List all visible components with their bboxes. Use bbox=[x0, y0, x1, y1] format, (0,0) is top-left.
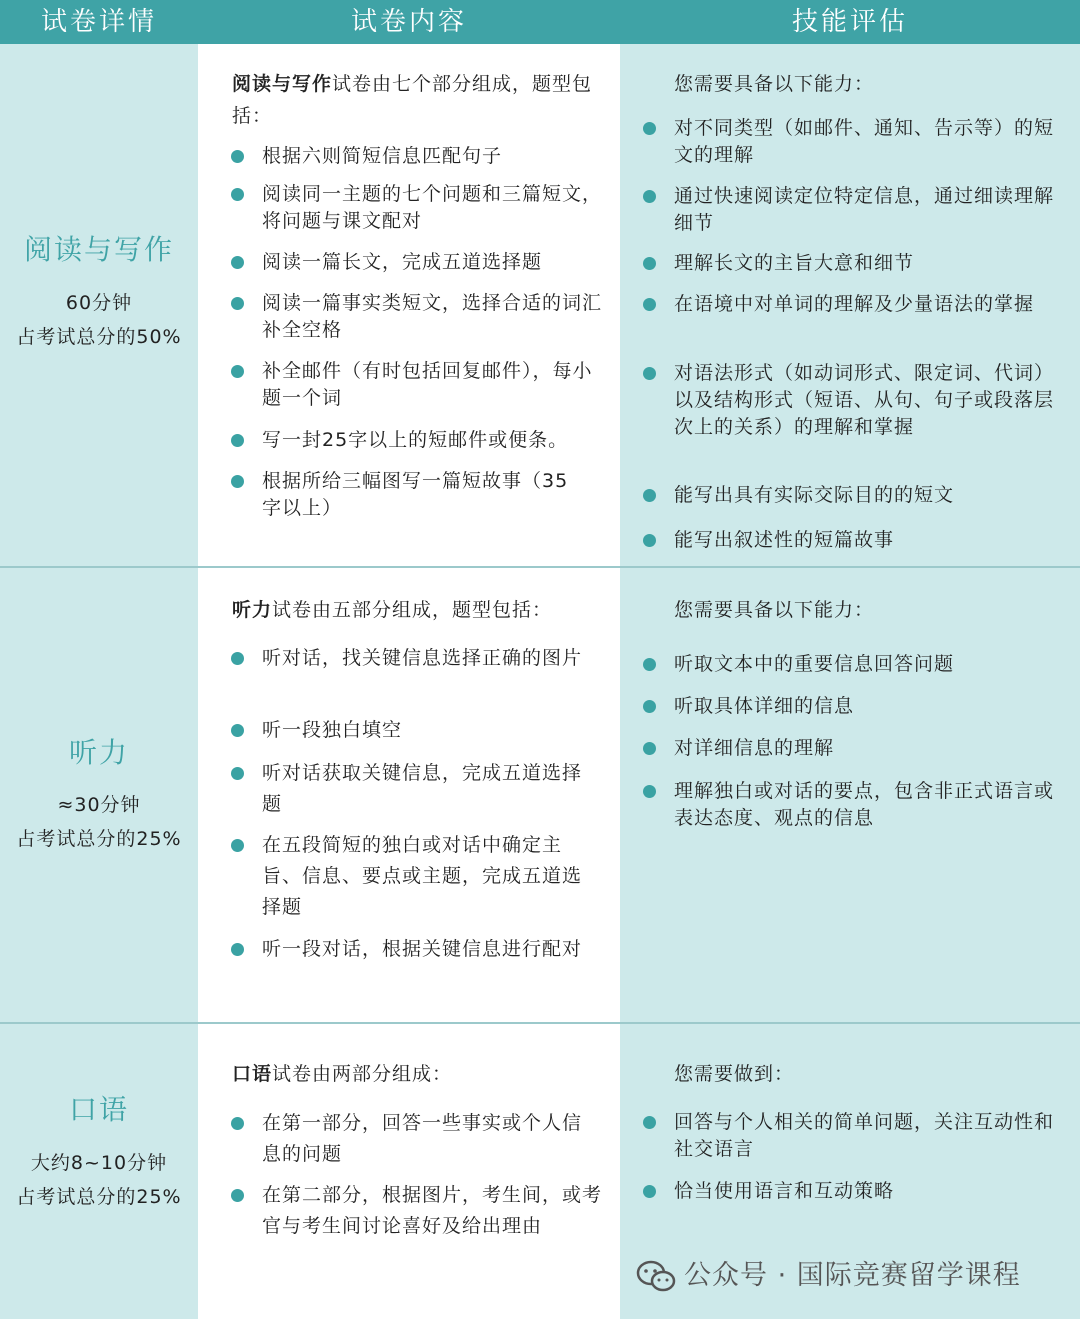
wechat-icon bbox=[636, 1260, 676, 1294]
content-item-text: 听一段对话，根据关键信息进行配对 bbox=[262, 938, 583, 960]
content-item-text: 阅读一篇事实类短文，选择合适的词汇补全空格 bbox=[262, 292, 603, 341]
skill-item-text: 能写出叙述性的短篇故事 bbox=[674, 529, 895, 551]
header-skills-assessment: 技能评估 bbox=[791, 7, 908, 37]
bullet-icon bbox=[231, 652, 244, 665]
bullet-icon bbox=[643, 534, 656, 547]
bullet-icon bbox=[643, 190, 656, 203]
content-item bbox=[262, 1108, 597, 1170]
skill-item bbox=[674, 360, 1064, 441]
skill-item-text: 听取文本中的重要信息回答问题 bbox=[674, 653, 955, 675]
section-weight: 占考试总分的50% bbox=[16, 326, 182, 348]
section-weight: 占考试总分的25% bbox=[16, 828, 182, 850]
bullet-icon bbox=[643, 122, 656, 135]
content-item bbox=[262, 358, 602, 412]
bullet-icon bbox=[643, 742, 656, 755]
skill-item-text: 恰当使用语言和互动策略 bbox=[674, 1180, 895, 1202]
bullet-icon bbox=[643, 1185, 656, 1198]
bullet-icon bbox=[231, 365, 244, 378]
bullet-icon bbox=[643, 785, 656, 798]
content-item-text: 根据六则简短信息匹配句子 bbox=[262, 145, 503, 167]
content-intro-text: 试卷由两部分组成： bbox=[272, 1063, 453, 1085]
content-item-text: 写一封25字以上的短邮件或便条。 bbox=[262, 429, 569, 451]
bullet-icon bbox=[643, 489, 656, 502]
bullet-icon bbox=[643, 367, 656, 380]
skill-item bbox=[674, 693, 1064, 720]
wechat-account-watermark bbox=[636, 1254, 1021, 1298]
content-intro bbox=[232, 68, 602, 132]
skill-item bbox=[674, 482, 1064, 509]
content-intro-bold: 口语 bbox=[232, 1063, 273, 1085]
section-duration: 60分钟 bbox=[65, 292, 133, 314]
bullet-icon bbox=[231, 297, 244, 310]
skill-item bbox=[674, 183, 1064, 237]
content-item bbox=[262, 934, 597, 965]
bullet-icon bbox=[643, 1116, 656, 1129]
bullet-icon bbox=[231, 724, 244, 737]
bullet-icon bbox=[231, 434, 244, 447]
content-intro-bold: 阅读与写作 bbox=[232, 73, 333, 95]
skill-item-text: 能写出具有实际交际目的的短文 bbox=[674, 484, 955, 506]
bullet-icon bbox=[231, 943, 244, 956]
skill-item-text: 对详细信息的理解 bbox=[674, 737, 835, 759]
skill-item bbox=[674, 1109, 1064, 1163]
content-item bbox=[262, 715, 597, 746]
content-intro-bold: 听力 bbox=[232, 599, 273, 621]
bullet-icon bbox=[231, 767, 244, 780]
bullet-icon bbox=[231, 1189, 244, 1202]
content-intro bbox=[232, 1058, 602, 1090]
skills-intro: 您需要具备以下能力： bbox=[674, 73, 875, 95]
skill-item bbox=[674, 115, 1064, 169]
content-item bbox=[262, 468, 572, 522]
section-title-listening: 听力 bbox=[68, 736, 129, 769]
skill-item bbox=[674, 778, 1064, 832]
header-exam-content: 试卷内容 bbox=[350, 7, 467, 37]
bullet-icon bbox=[643, 298, 656, 311]
skill-item-text: 理解独白或对话的要点，包含非正式语言或表达态度、观点的信息 bbox=[674, 780, 1055, 829]
content-item-text: 听对话获取关键信息，完成五道选择题 bbox=[262, 762, 583, 815]
skill-item-text: 理解长文的主旨大意和细节 bbox=[674, 252, 915, 274]
section-duration: ≈30分钟 bbox=[57, 794, 141, 816]
content-item-text: 根据所给三幅图写一篇短故事（35字以上） bbox=[262, 470, 569, 519]
skill-item bbox=[674, 291, 1064, 318]
section-duration: 大约8~10分钟 bbox=[30, 1152, 168, 1174]
content-item bbox=[262, 758, 597, 820]
table-header bbox=[0, 0, 1080, 44]
skill-item-text: 对语法形式（如动词形式、限定词、代词）以及结构形式（短语、从句、句子或段落层次上的关系）的理解和掌握 bbox=[674, 362, 1055, 438]
skill-item bbox=[674, 651, 1064, 678]
bullet-icon bbox=[643, 700, 656, 713]
content-item bbox=[262, 830, 597, 923]
bullet-icon bbox=[643, 257, 656, 270]
skills-intro: 您需要做到： bbox=[674, 1063, 795, 1085]
content-item bbox=[262, 143, 602, 170]
content-item-text: 在第一部分，回答一些事实或个人信息的问题 bbox=[262, 1112, 583, 1165]
content-intro-text: 试卷由五部分组成，题型包括： bbox=[272, 599, 553, 621]
skills-intro: 您需要具备以下能力： bbox=[674, 599, 875, 621]
content-item bbox=[262, 643, 597, 674]
content-item bbox=[262, 427, 607, 454]
content-item-text: 阅读同一主题的七个问题和三篇短文，将问题与课文配对 bbox=[262, 183, 603, 232]
content-intro-text: 试卷由七个部分组成，题型包括： bbox=[232, 73, 593, 127]
content-item bbox=[262, 181, 602, 235]
watermark-text: 公众号 · 国际竞赛留学课程 bbox=[684, 1260, 1021, 1291]
bullet-icon bbox=[643, 658, 656, 671]
skill-item bbox=[674, 735, 1064, 762]
section-weight: 占考试总分的25% bbox=[16, 1186, 182, 1208]
section-divider bbox=[0, 566, 1080, 568]
content-item bbox=[262, 1180, 602, 1242]
content-item-text: 阅读一篇长文，完成五道选择题 bbox=[262, 251, 543, 273]
bullet-icon bbox=[231, 839, 244, 852]
skill-item-text: 通过快速阅读定位特定信息，通过细读理解细节 bbox=[674, 185, 1055, 234]
skill-item-text: 在语境中对单词的理解及少量语法的掌握 bbox=[674, 293, 1035, 315]
skill-item bbox=[674, 1178, 1064, 1205]
content-item bbox=[262, 290, 602, 344]
skill-item-text: 回答与个人相关的简单问题，关注互动性和社交语言 bbox=[674, 1111, 1055, 1160]
bullet-icon bbox=[231, 188, 244, 201]
content-item-text: 听对话，找关键信息选择正确的图片 bbox=[262, 647, 583, 669]
content-item-text: 在五段简短的独白或对话中确定主旨、信息、要点或主题，完成五道选择题 bbox=[262, 834, 583, 918]
content-item-text: 在第二部分，根据图片，考生间，或考官与考生间讨论喜好及给出理由 bbox=[262, 1184, 603, 1237]
bullet-icon bbox=[231, 1117, 244, 1130]
section-divider bbox=[0, 1022, 1080, 1024]
content-item-text: 听一段独白填空 bbox=[262, 719, 403, 741]
skill-item bbox=[674, 527, 1064, 554]
section-title-speaking: 口语 bbox=[68, 1093, 129, 1126]
bullet-icon bbox=[231, 150, 244, 163]
content-item-text: 补全邮件（有时包括回复邮件），每小题一个词 bbox=[262, 360, 593, 409]
header-exam-details: 试卷详情 bbox=[40, 7, 157, 37]
content-intro bbox=[232, 594, 602, 626]
content-item bbox=[262, 249, 602, 276]
bullet-icon bbox=[231, 256, 244, 269]
skill-item-text: 听取具体详细的信息 bbox=[674, 695, 855, 717]
bullet-icon bbox=[231, 475, 244, 488]
skill-item-text: 对不同类型（如邮件、通知、告示等）的短文的理解 bbox=[674, 117, 1055, 166]
skill-item bbox=[674, 250, 1064, 277]
section-title-reading-writing: 阅读与写作 bbox=[23, 233, 174, 266]
